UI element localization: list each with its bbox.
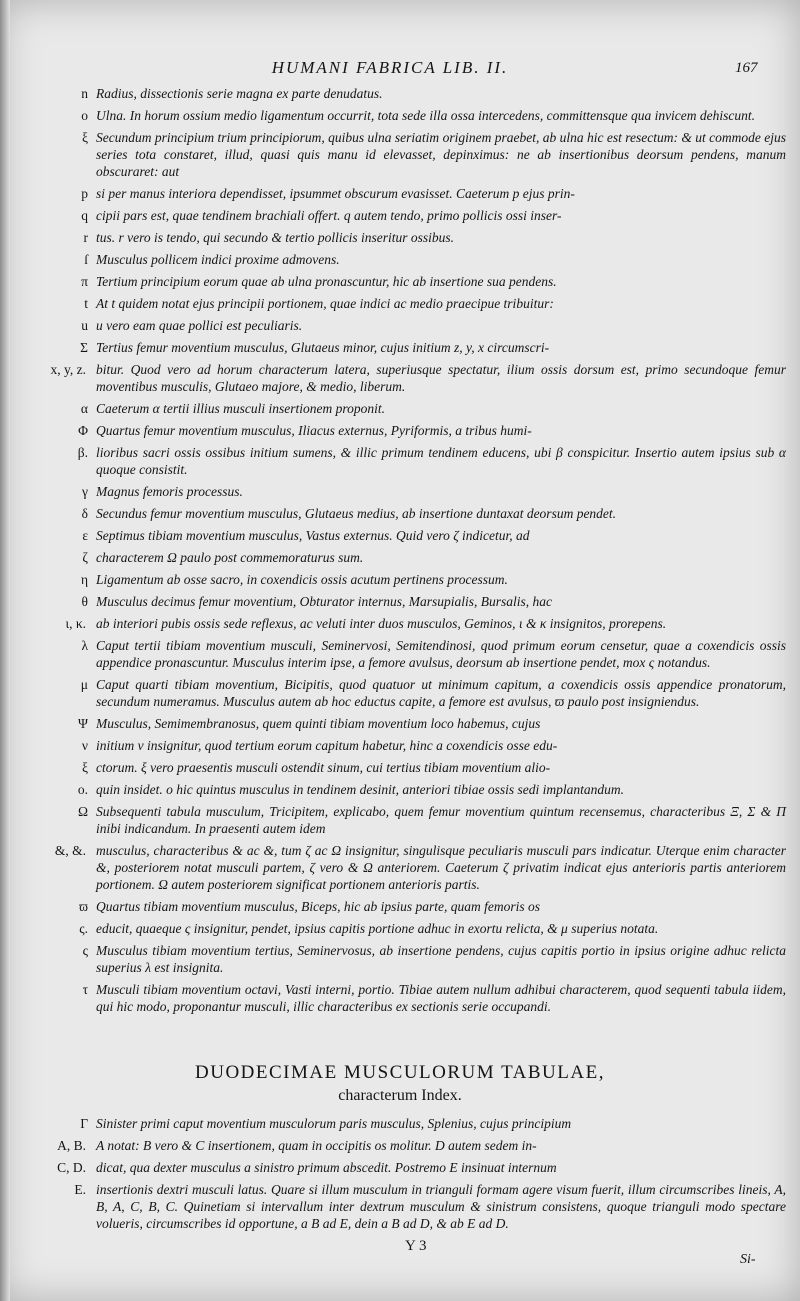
entry-text: Ligamentum ab osse sacro, in coxendicis ossis acutum pertinens processum. — [96, 572, 508, 587]
entry-marker: Ω — [77, 804, 88, 819]
legend-entry — [0, 842, 800, 893]
section-title: DUODECIMAE MUSCULORUM TABULAE, — [195, 1062, 605, 1083]
legend-entry — [0, 676, 800, 710]
legend-entry — [0, 185, 800, 202]
legend-entry — [0, 1115, 800, 1132]
entry-marker: Ψ — [78, 716, 88, 731]
entry-text: Magnus femoris processus. — [96, 484, 243, 499]
legend-entry — [0, 527, 800, 544]
entry-text: musculus, characteribus & ac &, tum ζ ac Ω insignitur, singulisque peculiaris musculi pars indicatur. Uterque enim character &, posteriorem notat musculi partem, ζ vero & Ω anteriorem. Caeterum ζ privatim indicat ejus anterioris partis anteriorem portionem. Ω autem posteriorem significat portionem anterioris partis. — [96, 843, 786, 892]
entry-text: tus. r vero is tendo, qui secundo & tertio pollicis inseritur ossibus. — [96, 230, 454, 245]
section-heading — [0, 1062, 800, 1105]
entry-marker: ε — [82, 528, 88, 543]
legend-entry — [0, 781, 800, 798]
entry-marker: q — [81, 208, 88, 223]
legend-entry — [0, 207, 800, 224]
entry-text: Tertium principium eorum quae ab ulna pronascuntur, hic ab insertione sua pendens. — [96, 274, 557, 289]
running-title: HUMANI FABRICA LIB. II. — [271, 58, 509, 77]
entry-marker: ζ — [82, 550, 88, 565]
legend-entry — [0, 920, 800, 937]
entry-marker: u — [81, 318, 88, 333]
entry-text: lioribus sacri ossis ossibus initium sumens, & illic primum tendinem educens, ubi β conspicitur. Insertio autem ipsius sub α quoque consistit. — [96, 445, 786, 477]
page-number: 167 — [735, 60, 758, 76]
entry-marker: r — [83, 230, 88, 245]
legend-entry — [0, 505, 800, 522]
entry-marker: n — [81, 86, 88, 101]
entry-marker: ξ — [81, 130, 88, 145]
legend-entry — [0, 715, 800, 732]
legend-entry — [0, 229, 800, 246]
legend-entry — [0, 759, 800, 776]
entry-text: cipii pars est, quae tendinem brachiali offert. q autem tendo, primo pollicis ossi inser- — [96, 208, 562, 223]
legend-entry — [0, 273, 800, 290]
entry-marker: ι, κ. — [65, 616, 86, 631]
entry-marker: μ — [80, 677, 88, 692]
entry-text: Secundus femur moventium musculus, Glutaeus medius, ab insertione duntaxat deorsum pendet. — [96, 506, 617, 521]
entry-marker: Φ — [78, 423, 88, 438]
entry-marker: o — [81, 108, 88, 123]
entry-text: Caeterum α tertii illius musculi insertionem proponit. — [96, 401, 385, 416]
entry-text: Musculus pollicem indici proxime admovens. — [96, 252, 340, 267]
entry-text: Caput quarti tibiam moventium, Bicipitis, quod quatuor ut minimum capitum, a coxendicis ossis appendice pronatorum, secundum numeramus. Musculus autem ab hoc eductus capite, a femore est avulsus, ϖ paulo post insigniendus. — [96, 677, 786, 709]
legend-entry — [0, 593, 800, 610]
entry-marker: x, y, z. — [50, 362, 86, 377]
index-entries — [0, 1115, 800, 1237]
entry-text: educit, quaeque ς insignitur, pendet, ipsius capitis portione adhuc in exortu relicta, & μ superius notata. — [96, 921, 659, 936]
legend-entry — [0, 803, 800, 837]
entry-text: Musculi tibiam moventium octavi, Vasti interni, portio. Tibiae autem nullum adhibui characterem, quod sequenti tabula iidem, qui hic modo, proponantur musculi, illic characteribus ex sectionis serie occupandi. — [96, 982, 786, 1014]
legend-entry — [0, 85, 800, 102]
entry-text: initium ν insignitur, quod tertium eorum capitum habetur, hinc a coxendicis osse edu- — [96, 738, 558, 753]
entry-text: Tertius femur moventium musculus, Glutaeus minor, cujus initium z, y, x circumscri- — [96, 340, 550, 355]
legend-entry — [0, 295, 800, 312]
legend-entry — [0, 107, 800, 124]
legend-entry — [0, 317, 800, 334]
entry-text: characterem Ω paulo post commemoraturus sum. — [96, 550, 364, 565]
legend-entry — [0, 737, 800, 754]
entry-marker: ς — [82, 943, 88, 958]
entry-marker: π — [81, 274, 88, 289]
entry-marker: θ — [81, 594, 88, 609]
entry-text: dicat, qua dexter musculus a sinistro primum abscedit. Postremo E insinuat internum — [96, 1160, 557, 1175]
entry-text: Secundum principium trium principiorum, quibus ulna seriatim originem praebet, ab ulna hic est resectum: & ut commode ejus series tota constaret, illud, quasi quis manu id elevasset, depinximus: ne ab insertionibus deorsum pendens, manum obscuraret: aut — [96, 130, 786, 179]
entry-text: si per manus interiora dependisset, ipsummet obscurum evasisset. Caeterum p ejus prin- — [96, 186, 575, 201]
legend-entries — [0, 85, 800, 1020]
legend-entry — [0, 483, 800, 500]
legend-entry — [0, 1181, 800, 1232]
entry-text: insertionis dextri musculi latus. Quare si illum musculum in trianguli formam agere visum fuerit, illum circumscribes lineis, A, B, A, C, B, C. Quinetiam si intervallum inter dextrum musculum & sinistrum consistens, quoque trianguli modo spectare volueris, circumscribes id opportune, a B ad E, dein a B ad D, & ab E ad D. — [96, 1182, 786, 1231]
entry-text: bitur. Quod vero ad horum characterum latera, superiusque spectatur, ilium ossis dorsum est, primo secundoque femur moventibus musculis, Glutaeo majore, & medio, liberum. — [96, 362, 786, 394]
entry-marker: t — [84, 296, 88, 311]
entry-marker: ο. — [77, 782, 88, 797]
entry-marker: ς. — [79, 921, 88, 936]
legend-entry — [0, 942, 800, 976]
entry-marker: C, D. — [57, 1160, 86, 1175]
entry-marker: β. — [77, 445, 88, 460]
entry-marker: η — [80, 572, 88, 587]
legend-entry — [0, 444, 800, 478]
entry-marker: p — [81, 186, 88, 201]
entry-marker: &, &. — [54, 843, 86, 858]
legend-entry — [0, 129, 800, 180]
legend-entry — [0, 615, 800, 632]
entry-marker: ſ — [84, 252, 88, 267]
entry-text: Quartus femur moventium musculus, Iliacus externus, Pyriformis, a tribus humi- — [96, 423, 532, 438]
entry-marker: Γ — [80, 1116, 88, 1131]
entry-marker: τ — [82, 982, 88, 997]
entry-text: Septimus tibiam moventium musculus, Vastus externus. Quid vero ζ indicetur, ad — [96, 528, 530, 543]
entry-marker: γ — [82, 484, 88, 499]
signature-mark: Y 3 — [405, 1238, 427, 1254]
entry-text: quin insidet. ο hic quintus musculus in tendinem desinit, anteriori tibiae ossis sedi implantandum. — [96, 782, 624, 797]
entry-text: ctorum. ξ vero praesentis musculi ostendit sinum, cui tertius tibiam moventium alio- — [96, 760, 551, 775]
legend-entry — [0, 400, 800, 417]
entry-marker: δ — [81, 506, 88, 521]
section-subtitle: characterum Index. — [338, 1087, 462, 1104]
entry-text: u vero eam quae pollici est peculiaris. — [96, 318, 303, 333]
entry-text: Musculus, Semimembranosus, quem quinti tibiam moventium loco habemus, cujus — [96, 716, 541, 731]
legend-entry — [0, 571, 800, 588]
entry-marker: A, B. — [57, 1138, 86, 1153]
entry-text: ab interiori pubis ossis sede reflexus, ac veluti inter duos musculos, Geminos, ι & κ insignitos, prorepens. — [96, 616, 667, 631]
entry-marker: ϖ — [79, 899, 88, 914]
entry-marker: ν — [81, 738, 88, 753]
entry-text: A notat: B vero & C insertionem, quam in occipitis os molitur. D autem sedem in- — [96, 1138, 537, 1153]
entry-marker: λ — [81, 638, 88, 653]
entry-text: Quartus tibiam moventium musculus, Biceps, hic ab ipsius parte, quam femoris os — [96, 899, 540, 914]
legend-entry — [0, 637, 800, 671]
entry-marker: ξ — [81, 760, 88, 775]
entry-text: Caput tertii tibiam moventium musculi, Seminervosi, Semitendinosi, quod primum eorum censetur, quae a coxendicis ossis appendice pronascuntur. Musculus interim ipse, a femore avulsus, deorsum ab insertione pendet, mox ς notandus. — [96, 638, 786, 670]
entry-text: Sinister primi caput moventium musculorum paris musculus, Splenius, cujus principium — [96, 1116, 572, 1131]
legend-entry — [0, 251, 800, 268]
entry-text: Musculus tibiam moventium tertius, Seminervosus, ab insertione pendens, cujus capitis portio in ipsius origine adhuc relicta superius λ est insignita. — [96, 943, 786, 975]
entry-text: Ulna. In horum ossium medio ligamentum occurrit, tota sede illa ossa intercedens, committensque qua invicem dehiscunt. — [96, 108, 756, 123]
legend-entry — [0, 1159, 800, 1176]
legend-entry — [0, 361, 800, 395]
legend-entry — [0, 549, 800, 566]
legend-entry — [0, 1137, 800, 1154]
legend-entry — [0, 898, 800, 915]
entry-text: Subsequenti tabula musculum, Tricipitem, explicabo, quem femur moventium quintum recensemus, characteribus Ξ, Σ & Π inibi indicandum. In praesenti autem idem — [96, 804, 786, 836]
entry-marker: E. — [74, 1182, 86, 1197]
legend-entry — [0, 422, 800, 439]
legend-entry — [0, 981, 800, 1015]
catchword: Si- — [740, 1252, 756, 1267]
entry-marker: α — [80, 401, 88, 416]
legend-entry — [0, 339, 800, 356]
entry-text: Radius, dissectionis serie magna ex parte denudatus. — [96, 86, 383, 101]
entry-text: Musculus decimus femur moventium, Obturator internus, Marsupialis, Bursalis, hac — [96, 594, 552, 609]
entry-marker: Σ — [80, 340, 88, 355]
entry-text: At t quidem notat ejus principii portionem, quae indici ac medio praecipue tribuitur: — [96, 296, 554, 311]
